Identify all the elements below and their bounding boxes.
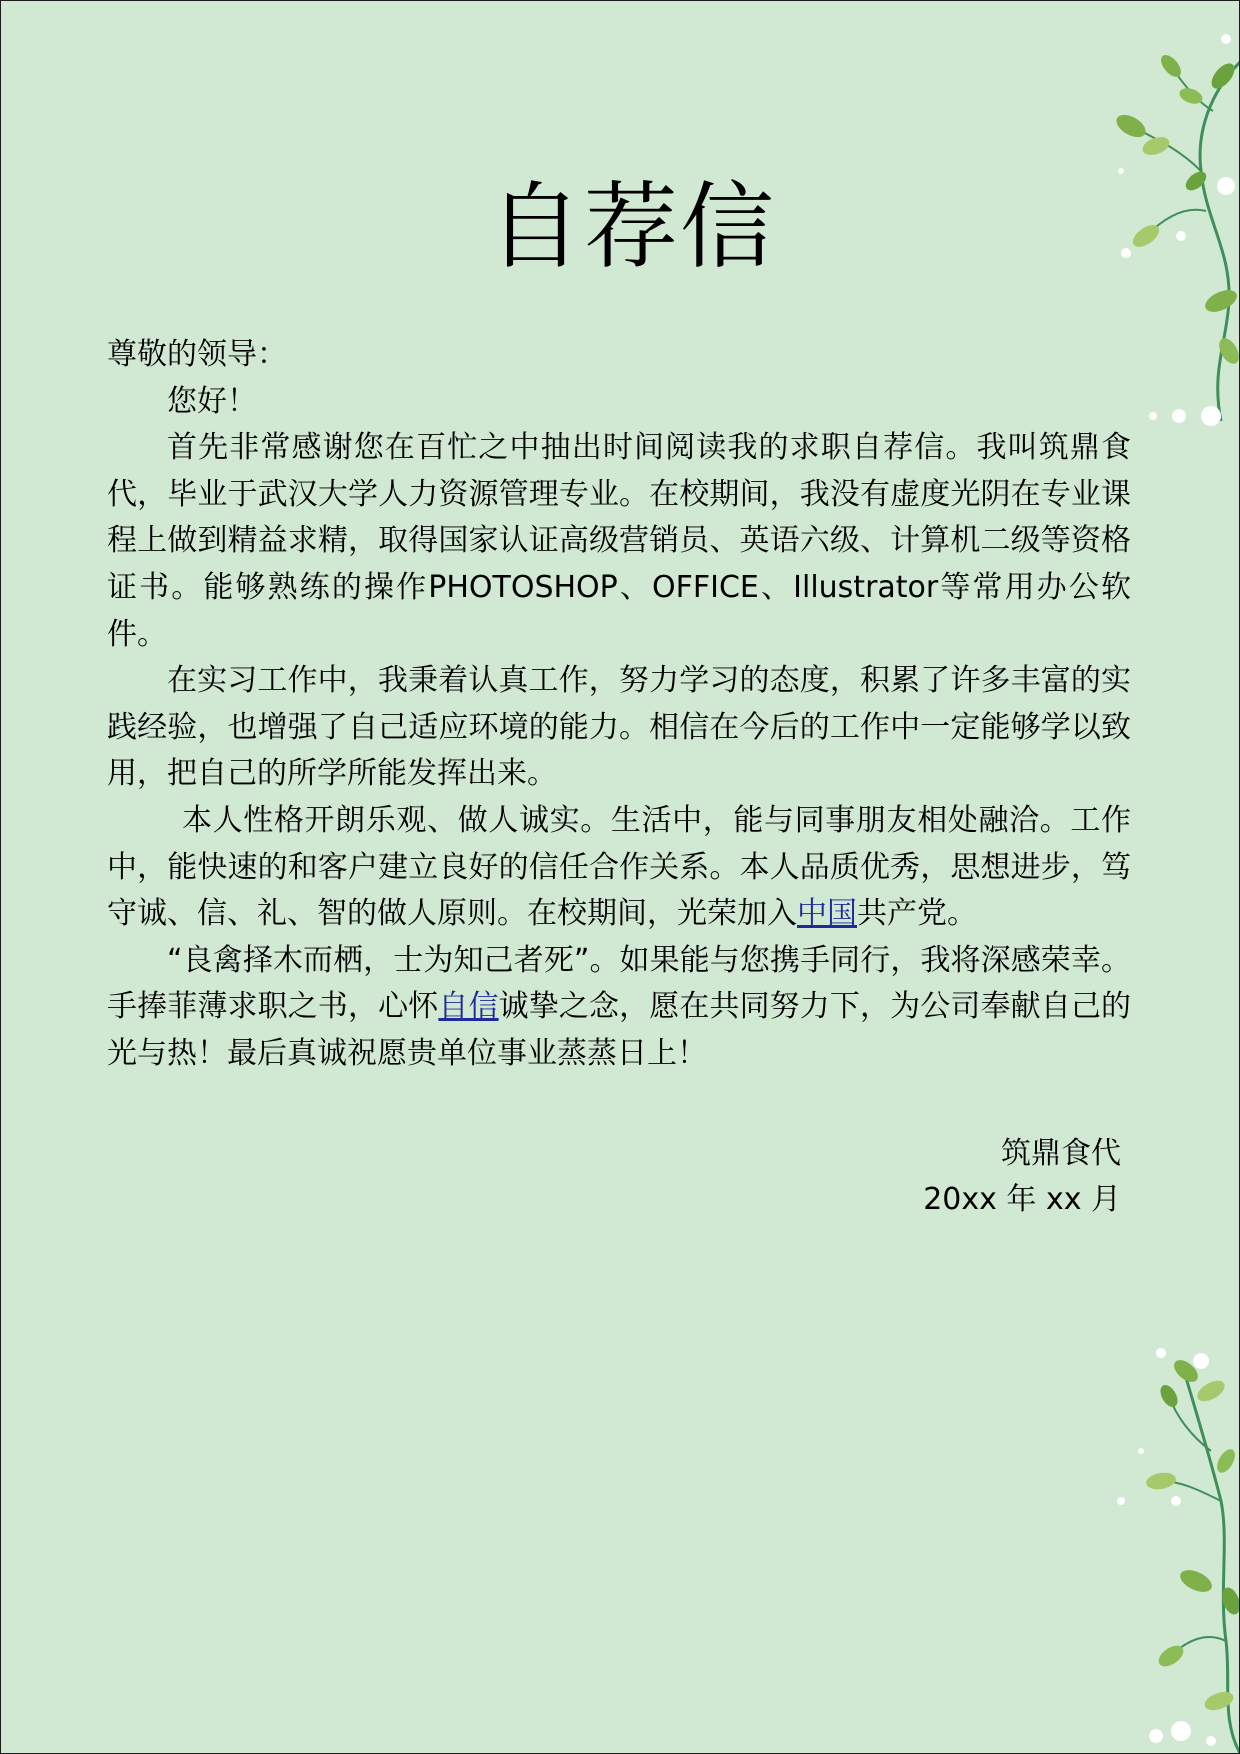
link-confidence[interactable]: 自信 xyxy=(438,989,499,1025)
paragraph-intro: 首先非常感谢您在百忙之中抽出时间阅读我的求职自荐信。我叫筑鼎食代，毕业于武汉大学人力资源管理专业。在校期间，我没有虚度光阴在专业课程上做到精益求精，取得国家认证高级营销员、英语六级、计算机二级等资格证书。能够熟练的操作PHOTOSHOP、OFFICE、Illustrator等常用办公软件。 xyxy=(107,430,1131,652)
paragraph-closing-end: 诚挚之念，愿在共同努力下，为公司奉献自己的光与热！最后真诚祝愿贵单位事业蒸蒸日上！ xyxy=(107,989,1132,1071)
paragraph-closing-text: “良禽择木而栖，士为知己者死”。如果能与您携手同行，我将深感荣幸。手捧菲薄求职之书，心怀 xyxy=(107,942,1131,1025)
paragraph-personality-text: 本人性格开朗乐观、做人诚实。生活中，能与同事朋友相处融洽。工作中，能快速的和客户建立良好的信任合作关系。本人品质优秀，思想进步，笃守诚、信、礼、智的做人原则。在校期间，光荣加入 xyxy=(107,802,1131,932)
floral-decoration-bottom-icon xyxy=(1101,1341,1240,1754)
link-china[interactable]: 中国 xyxy=(797,896,857,932)
paragraph-personality-end: 共产党。 xyxy=(857,896,977,932)
signature: 筑鼎食代 xyxy=(1001,1136,1121,1171)
paragraph-closing xyxy=(107,938,1131,1078)
date: 20xx 年 xx 月 xyxy=(923,1182,1121,1217)
salutation: 尊敬的领导： xyxy=(107,337,287,372)
greeting: 您好！ xyxy=(167,383,257,419)
paragraph-internship: 在实习工作中，我秉着认真工作，努力学习的态度，积累了许多丰富的实践经验，也增强了自己适应环境的能力。相信在今后的工作中一定能够学以致用，把自己的所学所能发挥出来。 xyxy=(107,663,1131,792)
paragraph-personality xyxy=(107,798,1131,938)
letter-body xyxy=(107,332,1131,1078)
page-title: 自荐信 xyxy=(487,173,776,282)
